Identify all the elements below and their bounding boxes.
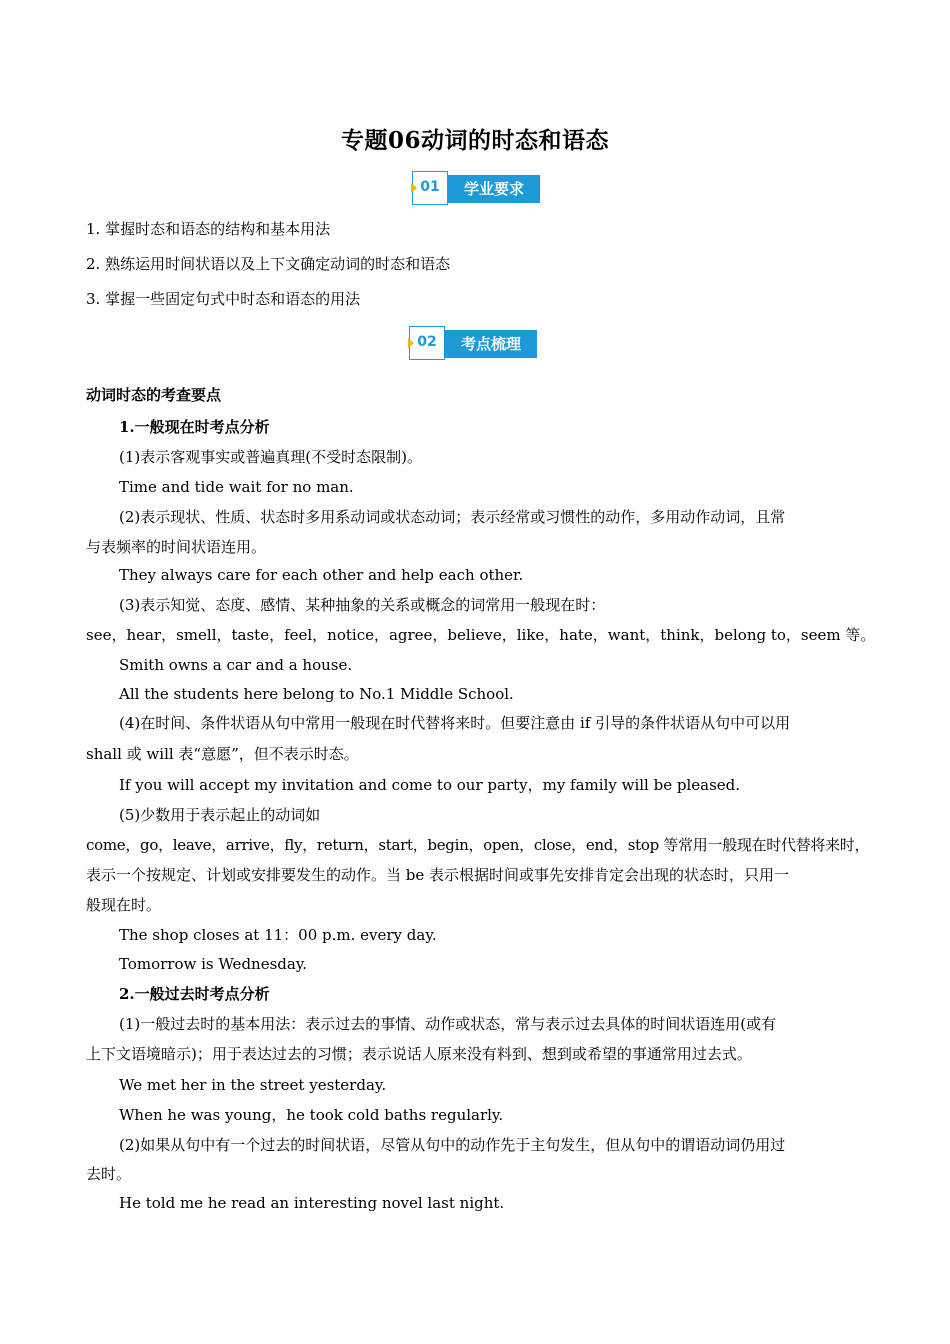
- text-line: 上下文语境暗示)；用于表达过去的习惯；表示说话人原来没有料到、想到或希望的事通常用过去式。: [86, 1045, 752, 1063]
- text-line: (1)一般过去时的基本用法：表示过去的事情、动作或状态，常与表示过去具体的时间状语连用(或有: [119, 1015, 777, 1033]
- example-sentence: All the students here belong to No.1 Middle School.: [119, 685, 514, 703]
- text-line: (5)少数用于表示起止的动词如: [119, 806, 321, 824]
- text-line: come，go，leave，arrive，fly，return，start，begin，open，close，end，stop 等常用一般现在时代替将来时，: [86, 836, 870, 854]
- example-sentence: When he was young，he took cold baths regularly.: [119, 1106, 504, 1124]
- example-sentence: Time and tide wait for no man.: [119, 478, 354, 496]
- subsection-heading: 1.一般现在时考点分析: [119, 418, 270, 436]
- text-line: (4)在时间、条件状语从句中常用一般现在时代替将来时。但要注意由 if 引导的条件状语从句中可以用: [119, 714, 791, 732]
- example-sentence: Smith owns a car and a house.: [119, 656, 353, 674]
- example-sentence: The shop closes at 11：00 p.m. every day.: [119, 926, 437, 944]
- text-line: shall 或 will 表“意愿”，但不表示时态。: [86, 745, 359, 763]
- badge-number: 02: [409, 326, 445, 360]
- example-sentence: If you will accept my invitation and come to our party，my family will be pleased.: [119, 776, 741, 794]
- section-badge-requirements: [412, 171, 540, 205]
- requirement-item: 3. 掌握一些固定句式中时态和语态的用法: [86, 290, 361, 308]
- section-badge-key-points: [409, 326, 537, 360]
- text-line: 般现在时。: [86, 896, 162, 914]
- example-sentence: We met her in the street yesterday.: [119, 1076, 387, 1094]
- badge-label: 学业要求: [448, 175, 540, 203]
- text-line: 与表频率的时间状语连用。: [86, 538, 267, 556]
- section-heading: 动词时态的考查要点: [86, 386, 222, 404]
- text-line: (3)表示知觉、态度、感情、某种抽象的关系或概念的词常用一般现在时：: [119, 596, 606, 614]
- example-sentence: He told me he read an interesting novel last night.: [119, 1194, 505, 1212]
- requirement-item: 1. 掌握时态和语态的结构和基本用法: [86, 220, 331, 238]
- text-line: (1)表示客观事实或普遍真理(不受时态限制)。: [119, 448, 422, 466]
- example-sentence: Tomorrow is Wednesday.: [119, 955, 308, 973]
- text-line: 去时。: [86, 1165, 132, 1183]
- text-line: (2)表示现状、性质、状态时多用系动词或状态动词；表示经常或习惯性的动作，多用动作动词，且常: [119, 508, 786, 526]
- example-sentence: They always care for each other and help each other.: [119, 566, 524, 584]
- page-title: 专题06动词的时态和语态: [340, 127, 609, 154]
- badge-number: 01: [412, 171, 448, 205]
- subsection-heading: 2.一般过去时考点分析: [119, 985, 270, 1003]
- text-line: (2)如果从句中有一个过去的时间状语，尽管从句中的动作先于主句发生，但从句中的谓语动词仍用过: [119, 1136, 786, 1154]
- text-line: 表示一个按规定、计划或安排要发生的动作。当 be 表示根据时间或事先安排肯定会出现的状态时，只用一: [86, 866, 790, 884]
- badge-label: 考点梳理: [445, 330, 537, 358]
- text-line: see，hear，smell，taste，feel，notice，agree，believe，like，hate，want，think，belong to，seem 等。: [86, 626, 876, 644]
- requirement-item: 2. 熟练运用时间状语以及上下文确定动词的时态和语态: [86, 255, 451, 273]
